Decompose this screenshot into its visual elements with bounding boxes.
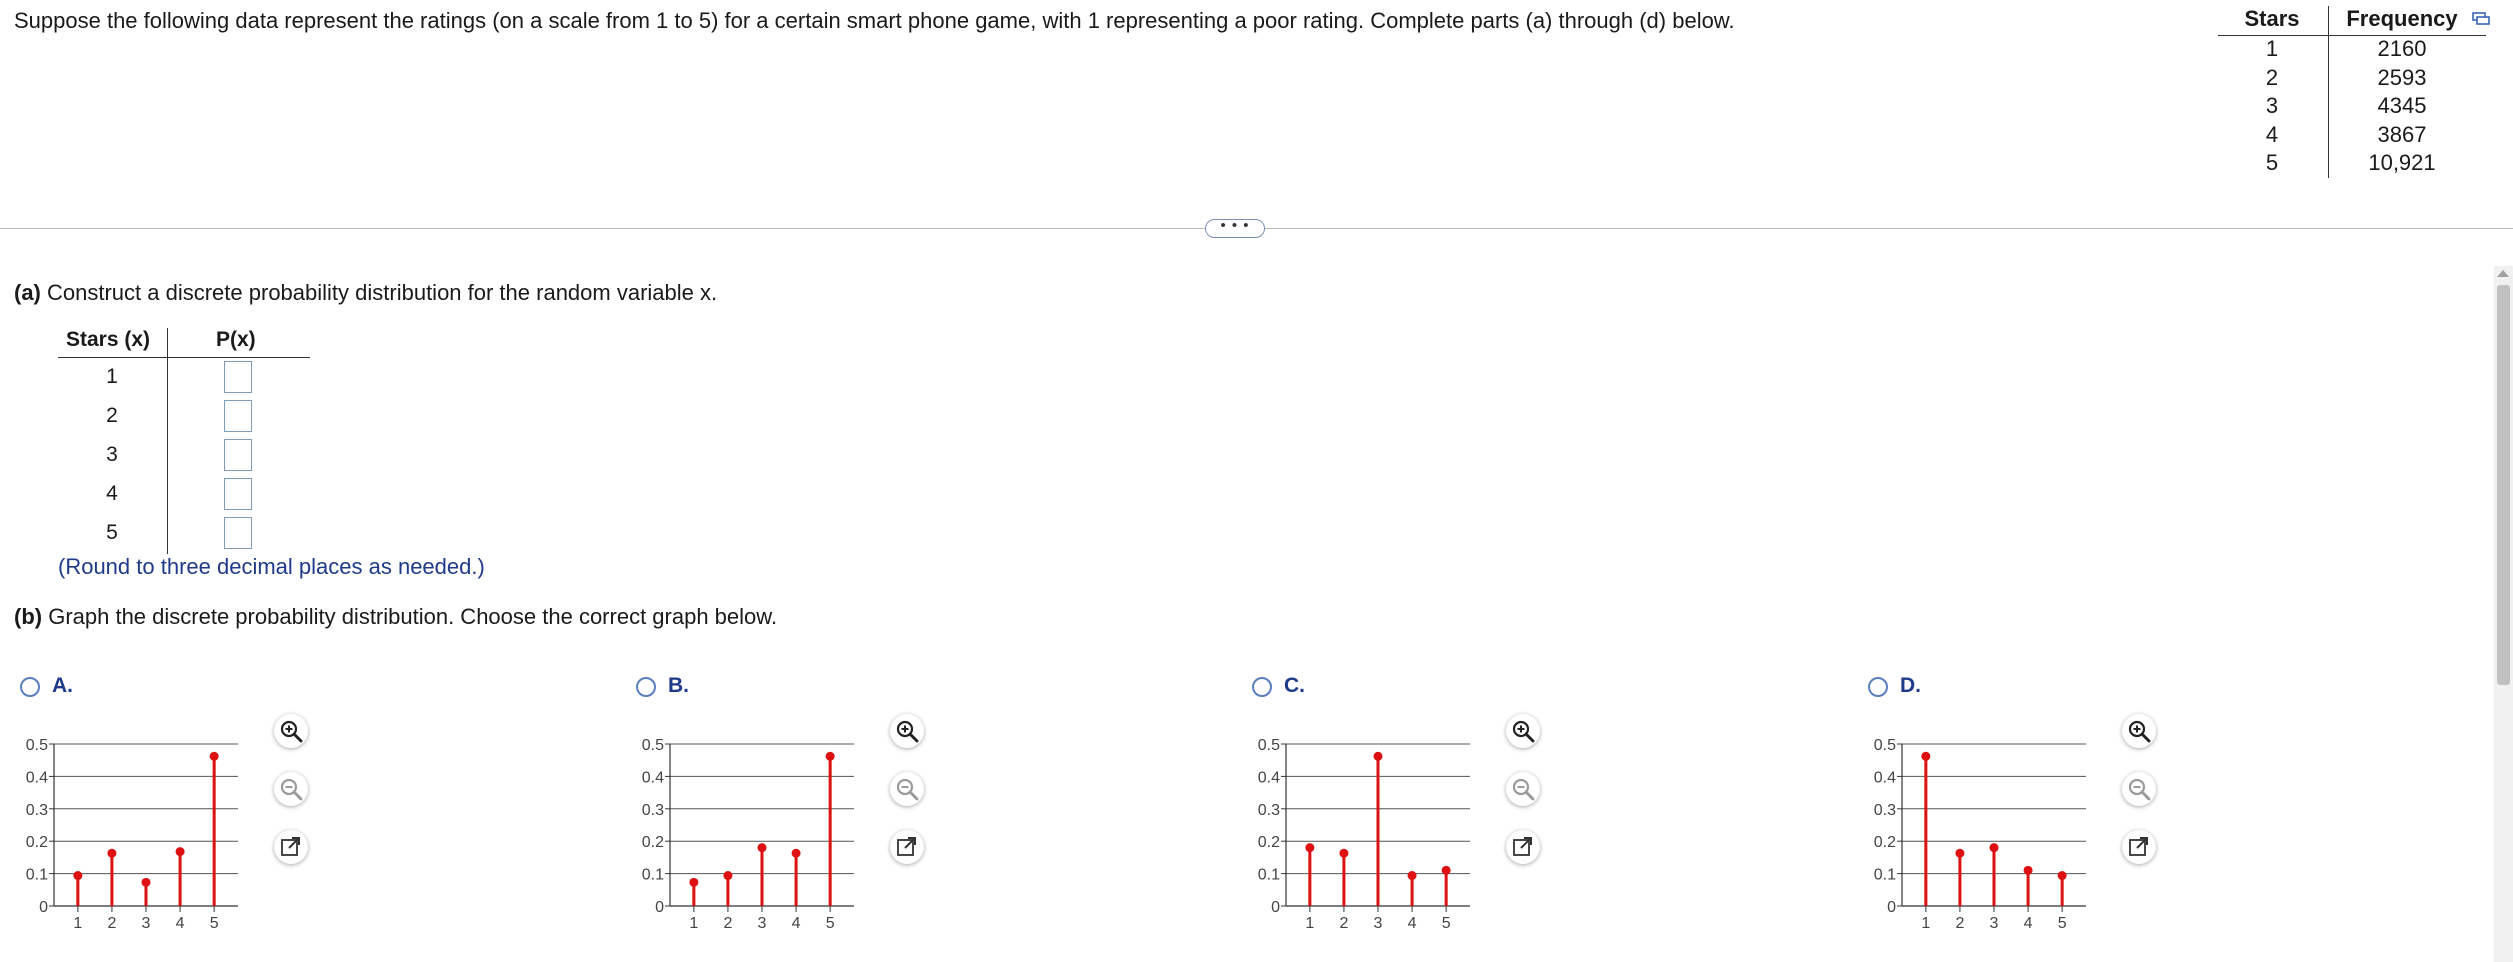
frequency-table-frequency-header: Frequency — [2346, 6, 2458, 31]
x-tick-label: 4 — [2023, 915, 2033, 932]
frequency-table-frequency-cell: 2593 — [2377, 64, 2427, 90]
open-new-window-icon — [895, 835, 919, 859]
y-tick-label: 0.3 — [25, 801, 48, 819]
option-label[interactable]: D. — [1900, 674, 1921, 697]
probability-point — [1408, 871, 1417, 880]
y-tick-label: 0 — [1887, 899, 1896, 916]
zoom-in-button[interactable] — [1506, 714, 1540, 748]
part-a-prompt — [14, 280, 717, 306]
probability-table-star-cell: 1 — [106, 365, 118, 388]
x-tick-label: 5 — [825, 915, 835, 932]
zoom-out-button[interactable] — [890, 772, 924, 806]
x-tick-label: 4 — [175, 915, 185, 932]
y-tick-label: 0.3 — [1257, 801, 1280, 819]
x-tick-label: 3 — [1373, 915, 1383, 932]
part-a-text: Construct a discrete probability distribution for the random variable x. — [40, 280, 718, 305]
part-b-label: (b) — [14, 604, 43, 629]
zoom-out-icon — [279, 777, 303, 801]
probability-table-star-cell: 5 — [106, 521, 118, 544]
y-tick-label: 0.4 — [1873, 769, 1896, 787]
x-tick-label: 1 — [73, 915, 83, 932]
x-tick-label: 3 — [1989, 915, 1999, 932]
probability-point — [723, 871, 732, 880]
probability-table-header-rule — [58, 357, 310, 358]
x-tick-label: 3 — [141, 915, 151, 932]
question-text: Suppose the following data represent the ratings (on a scale from 1 to 5) for a certain smart phone game, with 1 representing a poor rating. Complete parts (a) through (d) below. — [14, 8, 1735, 33]
y-tick-label: 0.2 — [1257, 834, 1280, 852]
zoom-in-button[interactable] — [274, 714, 308, 748]
probability-graph — [1850, 726, 2090, 946]
probability-point — [107, 849, 116, 858]
zoom-in-icon — [1511, 719, 1535, 743]
scroll-up-arrow-icon[interactable] — [2497, 270, 2509, 277]
y-tick-label: 0.5 — [1873, 737, 1896, 754]
frequency-table-frequency-cell: 4345 — [2377, 93, 2427, 118]
zoom-in-button[interactable] — [2122, 714, 2156, 748]
option-radio-button[interactable] — [20, 677, 40, 697]
probability-column-header: P(x) — [216, 328, 256, 351]
stars-column-header: Stars (x) — [66, 328, 151, 351]
frequency-table — [2218, 6, 2488, 178]
option-radio-button[interactable] — [1252, 677, 1272, 697]
y-tick-label: 0.2 — [641, 834, 664, 852]
option-radio-button[interactable] — [1868, 677, 1888, 697]
x-tick-label: 4 — [791, 915, 801, 932]
x-tick-label: 5 — [1441, 915, 1451, 932]
y-tick-label: 0.3 — [641, 801, 664, 819]
probability-input-box[interactable] — [224, 517, 252, 549]
zoom-out-icon — [895, 777, 919, 801]
open-new-window-icon — [279, 835, 303, 859]
probability-point — [1955, 849, 1964, 858]
x-tick-label: 2 — [723, 915, 733, 932]
frequency-table-column-rule — [2328, 6, 2329, 178]
zoom-in-icon — [2127, 719, 2151, 743]
y-tick-label: 0.5 — [1257, 737, 1280, 754]
probability-graph — [1234, 726, 1474, 946]
frequency-table-star-cell: 1 — [2265, 36, 2279, 61]
x-tick-label: 2 — [107, 915, 117, 932]
zoom-out-button[interactable] — [2122, 772, 2156, 806]
probability-point — [1921, 752, 1930, 761]
probability-input-box[interactable] — [224, 439, 252, 471]
probability-table-star-cell: 3 — [106, 443, 118, 466]
frequency-table-stars-header: Stars — [2244, 6, 2300, 31]
x-tick-label: 3 — [757, 915, 767, 932]
y-tick-label: 0.2 — [1873, 834, 1896, 852]
zoom-out-button[interactable] — [1506, 772, 1540, 806]
frequency-table-star-cell: 5 — [2265, 150, 2279, 175]
probability-point — [689, 878, 698, 887]
probability-point — [210, 752, 219, 761]
probability-table-star-cell: 2 — [106, 404, 118, 427]
probability-point — [2058, 871, 2067, 880]
zoom-in-button[interactable] — [890, 714, 924, 748]
probability-point — [2024, 866, 2033, 875]
probability-point — [792, 849, 801, 858]
frequency-table-header-rule — [2218, 35, 2486, 36]
open-new-window-button[interactable] — [890, 830, 924, 864]
probability-point — [758, 843, 767, 852]
scrollbar-thumb[interactable] — [2497, 285, 2510, 685]
x-tick-label: 5 — [209, 915, 219, 932]
frequency-table-star-cell: 2 — [2265, 64, 2279, 90]
y-tick-label: 0.4 — [641, 769, 664, 787]
open-new-window-icon — [2127, 835, 2151, 859]
y-tick-label: 0.3 — [1873, 801, 1896, 819]
probability-point — [142, 878, 151, 887]
option-label[interactable]: A. — [52, 674, 73, 697]
option-label[interactable]: C. — [1284, 674, 1305, 697]
probability-point — [1339, 849, 1348, 858]
y-tick-label: 0 — [39, 899, 48, 916]
probability-graph — [2, 726, 242, 946]
zoom-in-icon — [895, 719, 919, 743]
copy-table-icon[interactable] — [2472, 12, 2490, 26]
y-tick-label: 0.4 — [1257, 769, 1280, 787]
rounding-instruction: (Round to three decimal places as needed.) — [58, 554, 485, 579]
zoom-out-icon — [1511, 777, 1535, 801]
pane-resize-handle[interactable]: • • • — [1205, 219, 1265, 238]
y-tick-label: 0.2 — [25, 834, 48, 852]
frequency-table-star-cell: 3 — [2265, 93, 2279, 118]
y-tick-label: 0.1 — [1257, 866, 1280, 884]
probability-input-box[interactable] — [224, 478, 252, 510]
probability-table-column-rule — [167, 328, 168, 554]
x-tick-label: 2 — [1955, 915, 1965, 932]
open-new-window-button[interactable] — [2122, 830, 2156, 864]
x-tick-label: 1 — [1305, 915, 1315, 932]
x-tick-label: 4 — [1407, 915, 1417, 932]
open-new-window-button[interactable] — [274, 830, 308, 864]
zoom-out-icon — [2127, 777, 2151, 801]
y-tick-label: 0.1 — [25, 866, 48, 884]
y-tick-label: 0 — [1271, 899, 1280, 916]
probability-graph — [618, 726, 858, 946]
zoom-out-button[interactable] — [274, 772, 308, 806]
probability-point — [73, 871, 82, 880]
open-new-window-button[interactable] — [1506, 830, 1540, 864]
part-a-label: (a) — [14, 280, 41, 305]
frequency-table-frequency-cell: 3867 — [2377, 121, 2427, 147]
probability-point — [1374, 752, 1383, 761]
probability-table-star-cell: 4 — [106, 482, 118, 505]
part-b-prompt — [14, 604, 777, 630]
frequency-table-frequency-cell: 10,921 — [2368, 150, 2436, 175]
x-tick-label: 2 — [1339, 915, 1349, 932]
y-tick-label: 0.4 — [25, 769, 48, 787]
open-new-window-icon — [1511, 835, 1535, 859]
part-b-text: Graph the discrete probability distribution. Choose the correct graph below. — [42, 604, 778, 629]
x-tick-label: 5 — [2057, 915, 2067, 932]
frequency-table-frequency-cell: 2160 — [2377, 36, 2427, 61]
probability-input-box[interactable] — [224, 400, 252, 432]
probability-input-box[interactable] — [224, 361, 252, 393]
option-radio-button[interactable] — [636, 677, 656, 697]
x-tick-label: 1 — [1921, 915, 1931, 932]
y-tick-label: 0.5 — [641, 737, 664, 754]
probability-point — [826, 752, 835, 761]
probability-point — [1990, 843, 1999, 852]
probability-point — [1305, 843, 1314, 852]
y-tick-label: 0.1 — [641, 866, 664, 884]
zoom-in-icon — [279, 719, 303, 743]
y-tick-label: 0.1 — [1873, 866, 1896, 884]
probability-point — [176, 847, 185, 856]
x-tick-label: 1 — [689, 915, 699, 932]
option-label[interactable]: B. — [668, 674, 689, 697]
y-tick-label: 0.5 — [25, 737, 48, 754]
y-tick-label: 0 — [655, 899, 664, 916]
frequency-table-star-cell: 4 — [2265, 121, 2279, 147]
probability-point — [1442, 866, 1451, 875]
